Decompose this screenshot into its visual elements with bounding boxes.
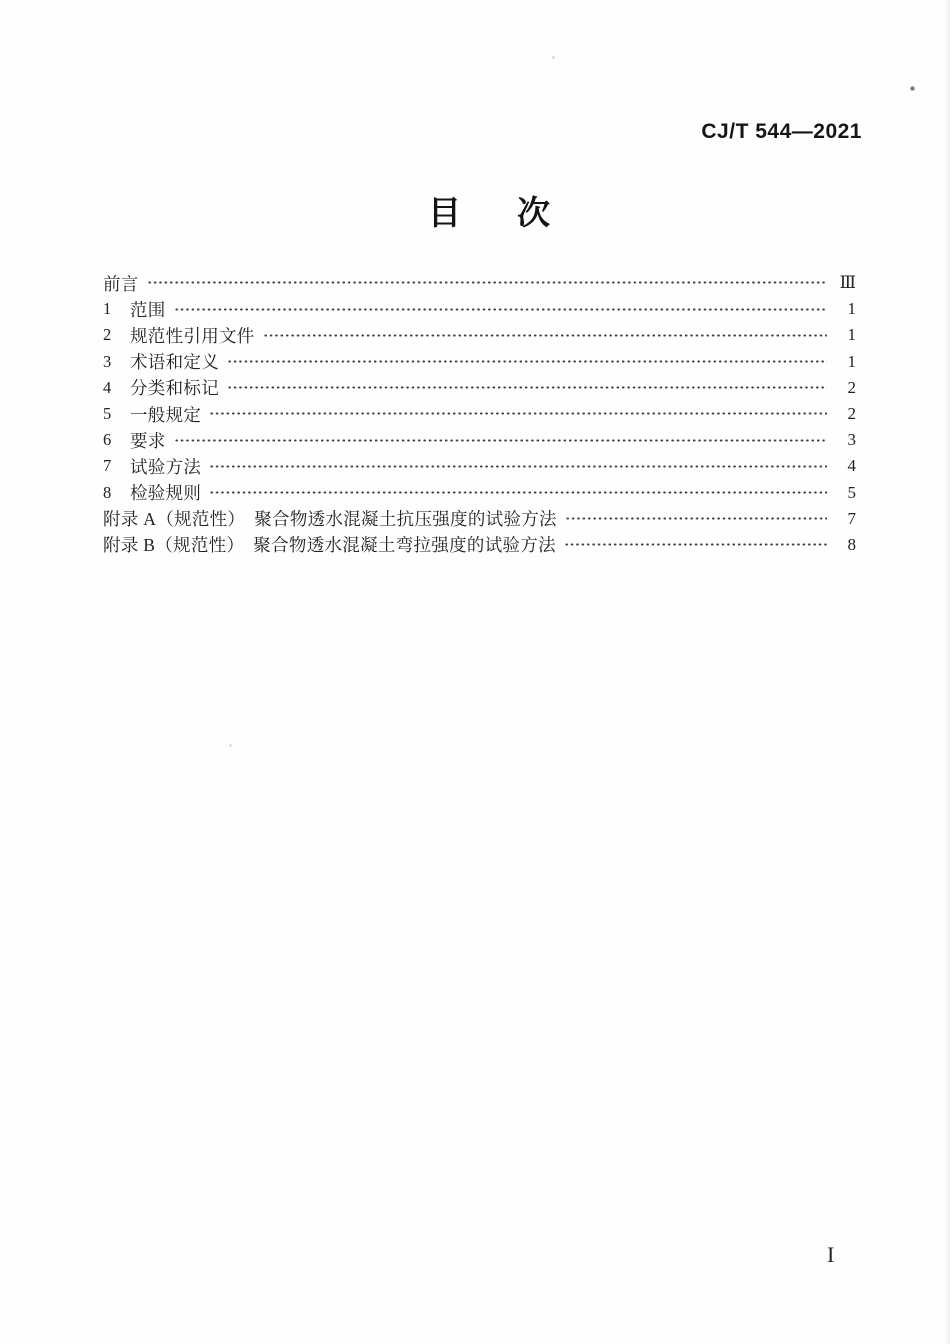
toc-row [103,375,856,401]
toc-entry-number: 3 [103,351,112,371]
toc-row [103,532,856,558]
toc-list [103,270,856,558]
toc-entry-title: 附录 B（规范性） 聚合物透水混凝土弯拉强度的试验方法 [103,535,556,556]
scan-artifact [552,56,555,59]
standard-code-header: CJ/T 544—2021 [701,120,862,143]
toc-row [103,427,856,453]
dot-leader [209,480,827,506]
dot-leader [263,322,827,348]
toc-entry-title: 试验方法 [130,456,202,477]
toc-entry-title: 要求 [130,430,166,451]
toc-entry-title: 范围 [130,299,166,320]
toc-entry-title: 分类和标记 [130,378,219,399]
footer-page-number: I [827,1242,835,1267]
toc-entry-number: 6 [103,430,112,450]
toc-entry-page-number: Ⅲ [839,273,856,293]
toc-entry-page-number: 5 [847,482,856,502]
toc-entry-page-number: 4 [847,456,856,476]
scan-artifact [229,744,232,747]
dot-leader [174,296,827,322]
dot-leader [565,506,827,532]
toc-entry-number: 5 [103,404,112,424]
scan-artifact [910,86,915,91]
toc-entry-page-number: 8 [847,534,856,554]
toc-entry-page-number: 2 [847,377,856,397]
toc-entry-title: 附录 A（规范性） 聚合物透水混凝土抗压强度的试验方法 [103,509,557,530]
page-title-char: 次 [517,196,550,232]
toc-entry-title: 术语和定义 [130,352,219,373]
toc-entry-page-number: 3 [847,430,856,450]
toc-entry-number: 1 [103,299,112,319]
dot-leader [174,427,827,453]
dot-leader [564,532,827,558]
toc-row [103,322,856,348]
toc-entry-title: 规范性引用文件 [130,325,255,346]
dot-leader [209,453,827,479]
scan-edge-shade [944,0,950,1344]
toc-entry-page-number: 2 [847,404,856,424]
dot-leader [227,375,827,401]
toc-row [103,401,856,427]
toc-row [103,453,856,479]
toc-row [103,480,856,506]
toc-row [103,270,856,296]
toc-entry-page-number: 7 [847,508,856,528]
toc-entry-title: 检验规则 [130,483,202,504]
toc-entry-number: 4 [103,377,112,397]
page-title-char: 目 [428,196,461,232]
toc-entry-number: 2 [103,325,112,345]
toc-entry-title: 前言 [103,273,139,294]
dot-leader [209,401,827,427]
dot-leader [227,349,827,375]
toc-row [103,506,856,532]
toc-entry-title: 一般规定 [130,404,202,425]
toc-entry-number: 7 [103,456,112,476]
toc-row [103,349,856,375]
toc-entry-number: 8 [103,482,112,502]
dot-leader [147,270,827,296]
toc-row [103,296,856,322]
toc-entry-page-number: 1 [847,325,856,345]
page-title [0,195,950,233]
toc-entry-page-number: 1 [847,299,856,319]
toc-entry-page-number: 1 [847,351,856,371]
